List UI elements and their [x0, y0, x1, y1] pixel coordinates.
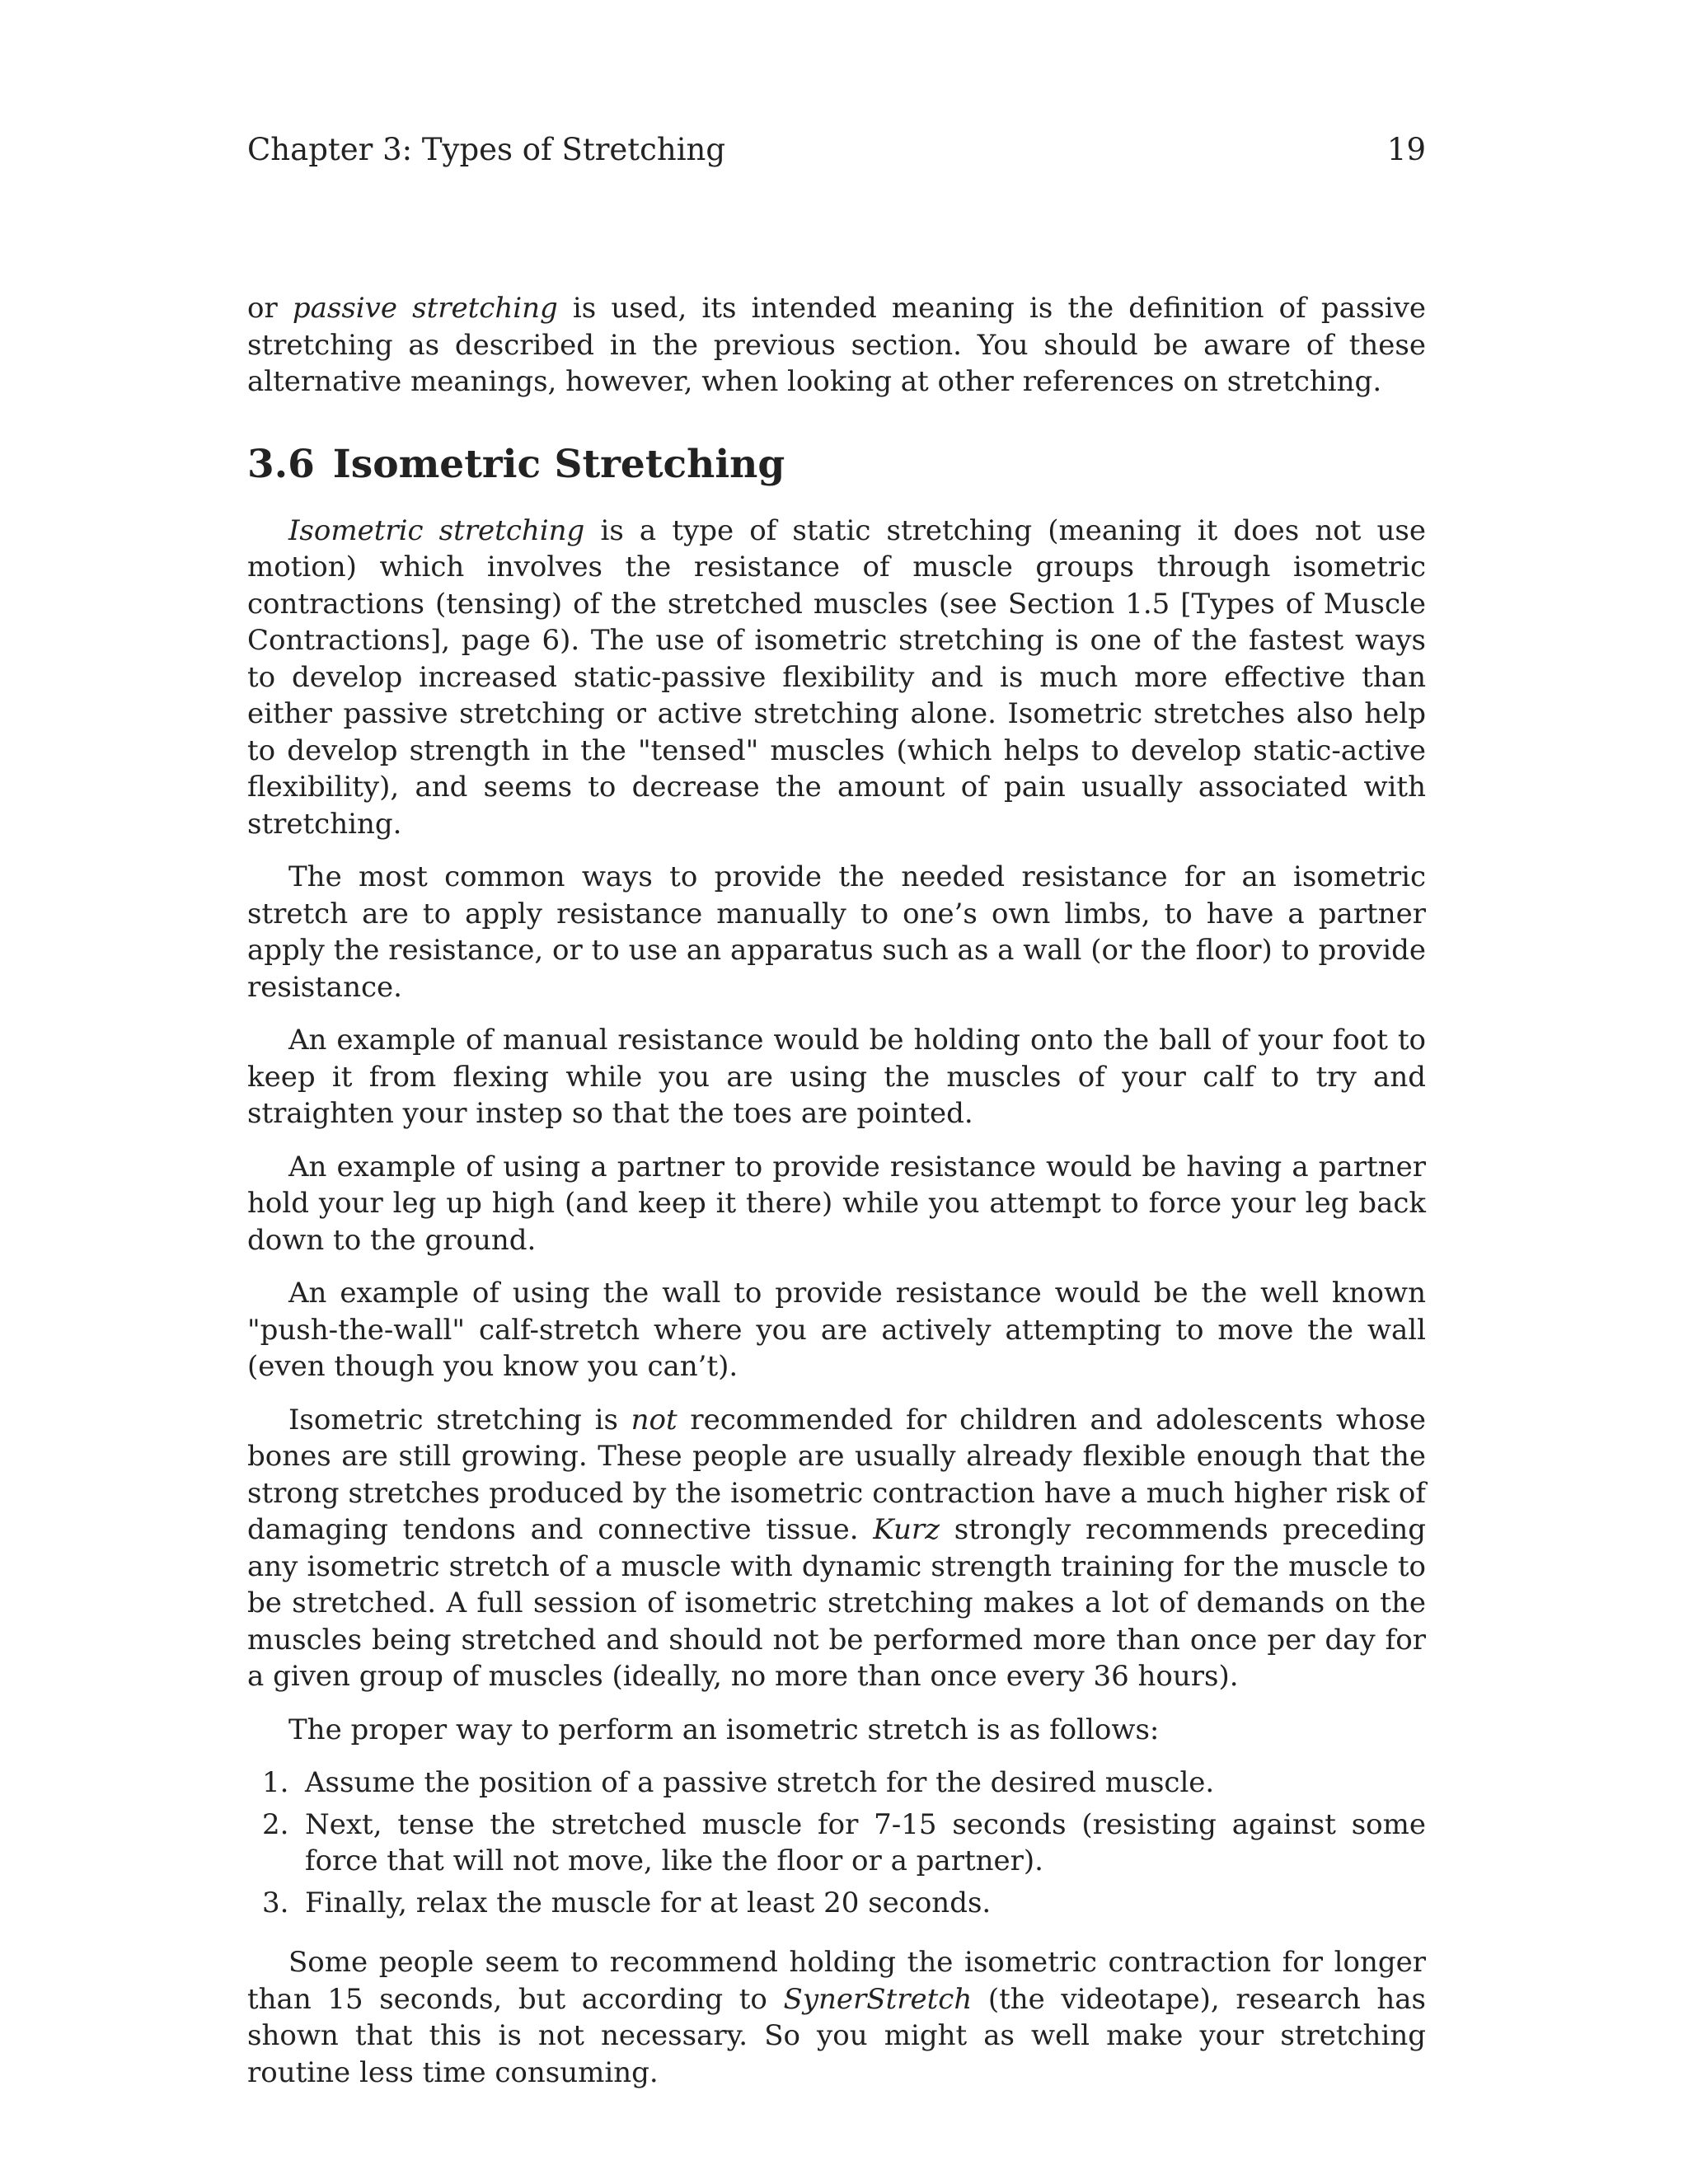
section-heading	[247, 442, 1426, 488]
paragraph: Isometric stretching is a type of static stretching (meaning it does not use motion) which involves the resistance of muscle groups through isometric contractions (tensing) of the stretched muscles (see Section 1.5 [Types of Muscle Contractions], page 6). The use of isometric stretching is one of the fastest ways to develop increased static-passive flexibility and is much more effective than either passive stretching or active stretching alone. Isometric stretches also help to develop strength in the "tensed" muscles (which helps to develop static-active flexibility), and seems to decrease the amount of pain usually associated with stretching.	[247, 513, 1426, 841]
list-marker: 2.	[262, 1807, 289, 1841]
emphasis: SynerStretch	[783, 1982, 973, 2016]
page-body	[247, 290, 1426, 2107]
section-title: Isometric Stretching	[332, 441, 785, 487]
paragraph: An example of using the wall to provide resistance would be the well known "push-the-wall" calf-stretch where you are actively attempting to move the wall (even though you know you can’t).	[247, 1277, 1426, 1383]
paragraph-continued: or passive stretching is used, its intended meaning is the definition of passive stretching as described in the previous section. You should be aware of these alternative meanings, however, when looking at other references on stretching.	[247, 292, 1426, 398]
paragraph: The most common ways to provide the needed resistance for an isometric stretch are to apply resistance manually to one’s own limbs, to have a partner apply the resistance, or to use an apparatus such as a wall (or the floor) to provide resistance.	[247, 860, 1426, 1004]
steps-list	[247, 1765, 1426, 1921]
chapter-title: Chapter 3: Types of Stretching	[247, 132, 726, 167]
paragraph: The proper way to perform an isometric stretch is as follows:	[288, 1713, 1160, 1746]
emphasis: Isometric stretching	[288, 513, 585, 547]
list-item: 3. Finally, relax the muscle for at least 20 seconds.	[247, 1885, 1426, 1922]
paragraph: An example of using a partner to provide resistance would be having a partner hold your leg up high (and keep it there) while you attempt to force your leg back down to the ground.	[247, 1150, 1426, 1257]
page-number: 19	[1386, 132, 1426, 167]
list-marker: 3.	[262, 1886, 289, 1919]
emphasis: Kurz	[873, 1513, 940, 1546]
paragraph: Isometric stretching is not recommended for children and adolescents whose bones are still growing. These people are usually already flexible enough that the strong stretches produced by the isometric contraction have a much higher risk of damaging tendons and connective tissue. Kurz strongly recommends preceding any isometric stretch of a muscle with dynamic strength training for the muscle to be stretched. A full session of isometric stretching makes a lot of demands on the muscles being stretched and should not be performed more than once per day for a given group of muscles (ideally, no more than once every 36 hours).	[247, 1403, 1426, 1693]
emphasis: passive stretching	[292, 292, 558, 325]
paragraph: Some people seem to recommend holding the isometric contraction for longer than 15 seconds, but according to SynerStretch (the videotape), research has shown that this is not necessary. So you might as well make your stretching routine less time consuming.	[247, 1946, 1426, 2089]
emphasis: not	[631, 1403, 678, 1436]
list-item: 1. Assume the position of a passive stretch for the desired muscle.	[247, 1765, 1426, 1802]
list-item: 2. Next, tense the stretched muscle for 7-15 seconds (resisting against some force that will not move, like the floor or a partner).	[262, 1807, 1426, 1877]
list-marker: 1.	[262, 1766, 289, 1799]
paragraph: An example of manual resistance would be holding onto the ball of your foot to keep it from flexing while you are using the muscles of your calf to try and straighten your instep so that the toes are pointed.	[247, 1024, 1426, 1130]
section-number: 3.6	[247, 441, 315, 487]
